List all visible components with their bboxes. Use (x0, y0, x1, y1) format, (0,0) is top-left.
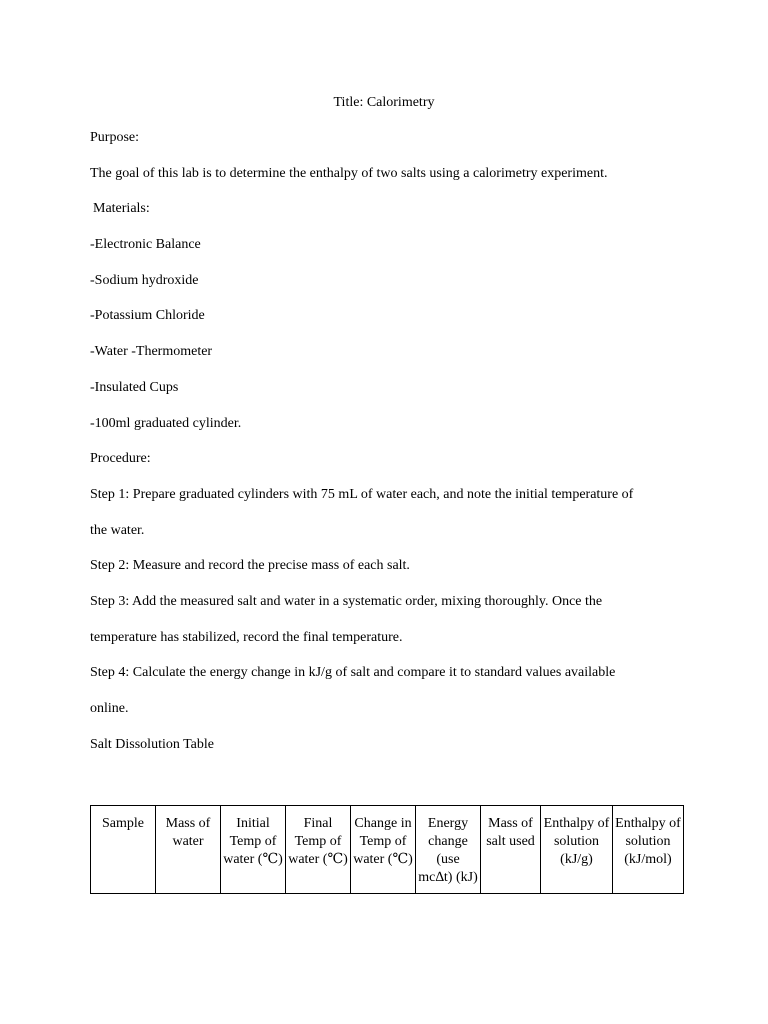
header-initial-temp: Initial Temp of water (℃) (221, 806, 286, 894)
purpose-text: The goal of this lab is to determine the enthalpy of two salts using a calorimetry experiment. (90, 165, 608, 181)
procedure-step-4-cont: online. (90, 701, 129, 716)
header-mass-of-water: Mass of water (156, 806, 221, 894)
header-final-temp: Final Temp of water (℃) (286, 806, 351, 894)
document-body (90, 128, 690, 770)
procedure-heading: Procedure: (90, 451, 151, 467)
material-item: -Sodium hydroxide (90, 272, 199, 288)
procedure-step-1-cont: the water. (90, 522, 145, 538)
material-item: -100ml graduated cylinder. (90, 415, 242, 431)
header-mass-of-salt: Mass of salt used (481, 806, 541, 894)
table-caption: Salt Dissolution Table (90, 736, 214, 752)
procedure-step-4: Step 4: Calculate the energy change in kJ/g of salt and compare it to standard values available (90, 665, 616, 681)
material-item: -Insulated Cups (90, 379, 179, 395)
material-item: -Water -Thermometer (90, 344, 213, 360)
procedure-step-1: Step 1: Prepare graduated cylinders with 75 mL of water each, and note the initial temperature of (90, 486, 634, 502)
procedure-step-3: Step 3: Add the measured salt and water in a systematic order, mixing thoroughly. Once the (90, 593, 603, 609)
material-item: -Potassium Chloride (90, 308, 205, 324)
table-header-row (91, 806, 684, 894)
document-title: Title: Calorimetry (333, 95, 435, 110)
header-sample: Sample (91, 806, 156, 894)
header-change-in-temp: Change in Temp of water (℃) (351, 806, 416, 894)
procedure-step-2: Step 2: Measure and record the precise mass of each salt. (90, 558, 410, 574)
header-enthalpy-kj-mol: Enthalpy of solution (kJ/mol) (613, 806, 684, 894)
procedure-step-3-cont: temperature has stabilized, record the final temperature. (90, 629, 403, 645)
material-item: -Electronic Balance (90, 237, 201, 253)
salt-dissolution-table (90, 805, 684, 894)
header-energy-change: Energy change (use mc∆t) (kJ) (416, 806, 481, 894)
purpose-heading: Purpose: (90, 130, 139, 145)
header-enthalpy-kj-g: Enthalpy of solution (kJ/g) (541, 806, 613, 894)
materials-heading: Materials: (93, 201, 150, 217)
